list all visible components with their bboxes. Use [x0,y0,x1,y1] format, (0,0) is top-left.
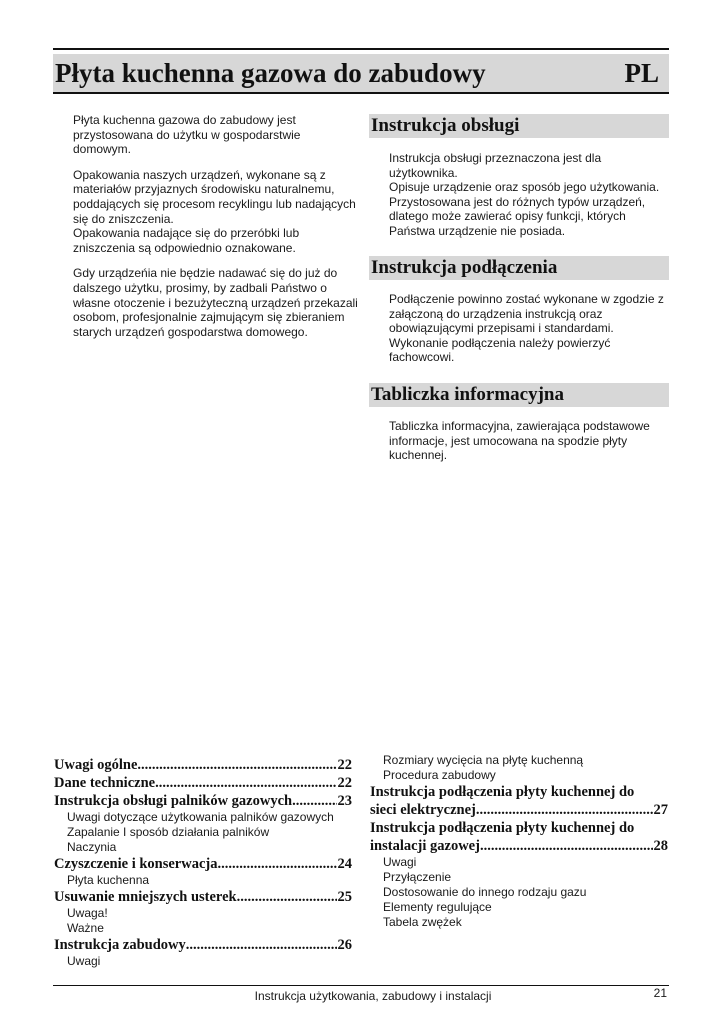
section-heading-operation [369,114,669,138]
toc-subentry: Uwagi dotyczące użytkowania palników gazowych [67,810,334,824]
title-bar [53,54,669,94]
section-body-connection: Podłączenie powinno zostać wykonane w zgodzie z załączoną do urządzenia instrukcją oraz obowiązującymi przepisami i standardami. Wykonanie podłączenia należy powierzyć fachowcowi. [389,292,664,365]
toc-entry-title: sieci elektrycznej [370,802,476,818]
toc-right-column [370,753,668,930]
toc-subentry: Zapalanie I sposób działania palników [67,825,270,839]
toc-subentry: Uwagi [67,954,101,968]
footer-rule [53,985,669,986]
toc-subentry: Dostosowanie do innego rodzaju gazu [383,885,587,899]
intro-column [73,113,358,350]
section-heading-connection [369,256,669,280]
toc-leader-dots [137,756,336,774]
toc-left-column [54,756,352,969]
toc-subentry: Tabela zwężek [383,915,462,929]
toc-entry-page: 27 [653,802,668,818]
toc-entry-page: 28 [653,838,668,854]
intro-paragraph-1: Płyta kuchenna gazowa do zabudowy jest przystosowana do użytku w gospodarstwie domowym. [73,113,301,157]
toc-entry-page: 24 [337,856,352,872]
section-body-operation: Instrukcja obsługi przeznaczona jest dla użytkownika. Opisuje urządzenie oraz sposób jego użytkowania. Przystosowana jest do różnych typów urządzeń, dlatego może zawierać opisy funkcji, których Państwa urządzenie nie posiada. [389,151,660,238]
toc-entry-page: 22 [337,757,352,773]
toc-entry-page: 22 [337,775,352,791]
toc-leader-dots [217,855,336,873]
page-number: 21 [653,986,667,1000]
toc-subentry: Przyłączenie [383,870,452,884]
section-heading-operation-text: Instrukcja obsługi [371,115,520,136]
section-heading-rating-plate-text: Tabliczka informacyjna [371,384,564,405]
toc-subentry: Uwagi [383,855,417,869]
toc-entry-title: Usuwanie mniejszych usterek [54,889,237,905]
toc-entry[interactable] [54,855,352,873]
toc-subentry: Ważne [67,921,104,935]
toc-entry[interactable] [54,756,352,774]
toc-subentry: Naczynia [67,840,117,854]
toc-entry-title: Uwagi ogólne [54,757,138,773]
toc-subentry: Płyta kuchenna [67,873,150,887]
toc-subentry: Uwaga! [67,906,108,920]
toc-entry-title: Dane techniczne [54,775,156,791]
top-rule [53,48,669,50]
toc-leader-dots [186,936,337,954]
toc-leader-dots [237,888,337,906]
intro-paragraph-2: Opakowania naszych urządzeń, wykonane są z materiałów przyjaznych środowisku naturalnemu, poddających się procesom recyklingu lub nadających się do zniszczenia. Opakowania nadające się do przeróbki lub zniszczenia są odpowiednio oznakowane. [73,167,356,255]
toc-leader-dots [292,792,336,810]
toc-entry[interactable] [370,837,668,855]
section-heading-connection-text: Instrukcja podłączenia [371,257,558,278]
toc-entry-line[interactable]: Instrukcja podłączenia płyty kuchennej do [370,784,635,800]
page-title: Płyta kuchenna gazowa do zabudowy [55,58,486,88]
toc-entry-title: instalacji gazowej [370,838,480,854]
toc-leader-dots [155,774,336,792]
toc-entry-line[interactable]: Instrukcja podłączenia płyty kuchennej do [370,820,635,836]
toc-entry[interactable] [54,936,352,954]
toc-entry[interactable] [54,888,352,906]
toc-entry[interactable] [54,774,352,792]
toc-entry-title: Instrukcja zabudowy [54,937,186,953]
toc-entry-title: Czyszczenie i konserwacja [54,856,218,872]
toc-entry-page: 25 [337,889,352,905]
toc-leader-dots [476,801,653,819]
intro-paragraph-3: Gdy urządzeńia nie będzie nadawać się do już do dalszego użytku, prosimy, by zadbali Państwo o własne otoczenie i bezużyteczną urządzeń przekazali osobom, profesjonalnie zajmującym się zbieraniem starych urządzeń gospodarstwa domowego. [73,266,358,339]
toc-subentry: Rozmiary wycięcia na płytę kuchenną [383,753,584,767]
section-body-rating-plate: Tabliczka informacyjna, zawierająca podstawowe informacje, jest umocowana na spodzie płyty kuchennej. [389,419,650,463]
language-code: PL [624,58,659,88]
toc-entry[interactable] [54,792,352,810]
footer-text: Instrukcja użytkowania, zabudowy i instalacji [254,989,492,1003]
section-heading-rating-plate [369,383,669,407]
toc-subentry: Elementy regulujące [383,900,492,914]
toc-entry-page: 23 [337,793,352,809]
toc-entry[interactable] [370,801,668,819]
toc-entry-page: 26 [337,937,352,953]
toc-leader-dots [480,837,653,855]
toc-subentry: Procedura zabudowy [383,768,496,782]
toc-entry-title: Instrukcja obsługi palników gazowych [54,793,293,809]
